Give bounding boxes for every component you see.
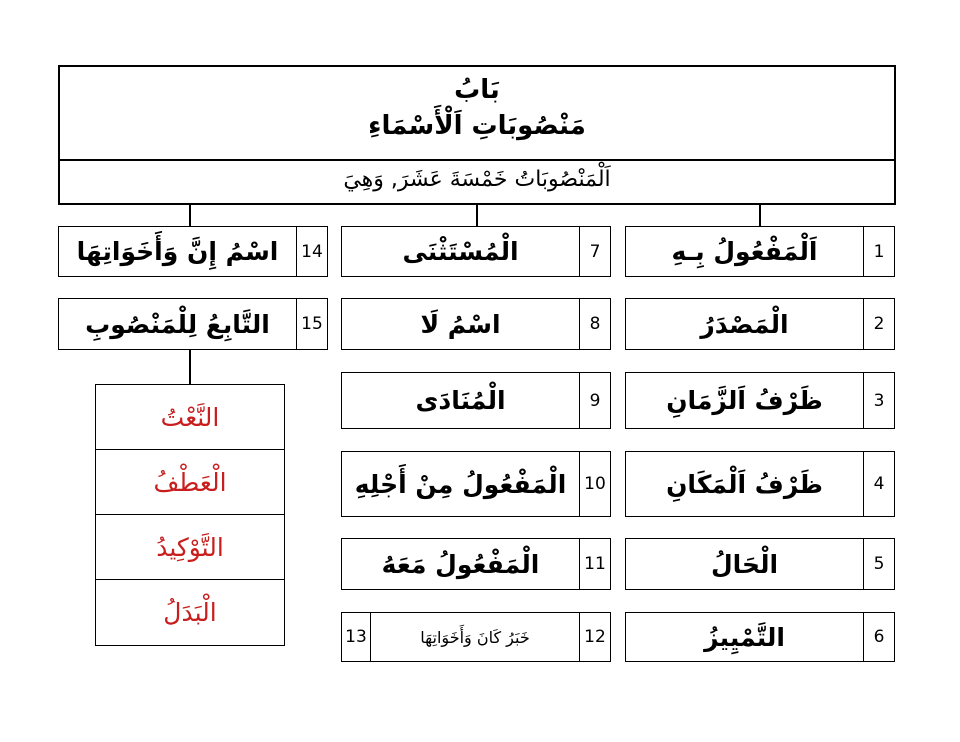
follower-item: النَّعْتُ [96,385,284,450]
item-label: الْمَفْعُولُ مَعَهُ [381,549,540,579]
item-label: التَّمْيِيزُ [704,622,785,652]
list-item-8 [341,298,611,350]
item-label: الْمَصْدَرُ [700,309,789,339]
list-item-5 [625,538,895,590]
connector-right-top [759,205,761,227]
follower-item: الْبَدَلُ [163,598,217,627]
item-number: 6 [863,613,894,661]
chapter-subtitle: اَلْمَنْصُوبَاتُ خَمْسَةَ عَشَرَ, وَهِيَ [343,167,611,192]
list-item-10 [341,451,611,517]
connector-followers [189,349,191,385]
list-item-4 [625,451,895,517]
list-item-2 [625,298,895,350]
item-label: الْمُسْتَثْنَى [402,237,519,266]
chapter-title: مَنْصُوبَاتِ اَلْأَسْمَاءِ [368,111,586,141]
list-item-7 [341,226,611,277]
item-number: 4 [863,452,894,516]
item-number: 15 [296,299,327,349]
list-item-11 [341,538,611,590]
header-divider [60,159,894,161]
item-label: الْحَالُ [710,549,779,579]
item-number: 7 [579,227,610,276]
item-label: اسْمُ لَا [420,309,501,339]
item-number: 12 [579,613,610,661]
list-item-6 [625,612,895,662]
item-number: 11 [579,539,610,589]
item-number: 10 [579,452,610,516]
item-number: 5 [863,539,894,589]
connector-middle-top [476,205,478,227]
connector-left-top [189,205,191,227]
item-number-secondary: 13 [342,613,371,661]
item-number: 9 [579,373,610,428]
item-number: 8 [579,299,610,349]
item-number: 1 [863,227,894,276]
item-number: 14 [296,227,327,276]
list-item-1 [625,226,895,277]
item-label: اسْمُ إِنَّ وَأَخَوَاتِهَا [76,237,279,266]
list-item-14 [58,226,328,277]
follower-item: الْعَطْفُ [96,450,284,515]
list-item-9 [341,372,611,429]
list-item-3 [625,372,895,429]
chapter-word: بَابُ [454,75,500,105]
item-label: التَّابِعُ لِلْمَنْصُوبِ [85,309,270,339]
list-item-15 [58,298,328,350]
item-label: خَبَرُ كَانَ وَأَخَوَاتِهَا [420,627,530,647]
header-box [58,65,896,205]
item-label: الْمَفْعُولُ مِنْ أَجْلِهِ [354,469,567,499]
item-number: 3 [863,373,894,428]
follower-item: التَّوْكِيدُ [96,515,284,580]
list-item-12-13 [341,612,611,662]
item-number: 2 [863,299,894,349]
item-label: ظَرْفُ اَلزَّمَانِ [666,386,823,415]
item-label: اَلْمَفْعُولُ بِـهِ [671,237,818,266]
item-label: الْمُنَادَى [415,386,506,415]
followers-list [95,384,285,646]
item-label: ظَرْفُ اَلْمَكَانِ [666,469,823,499]
